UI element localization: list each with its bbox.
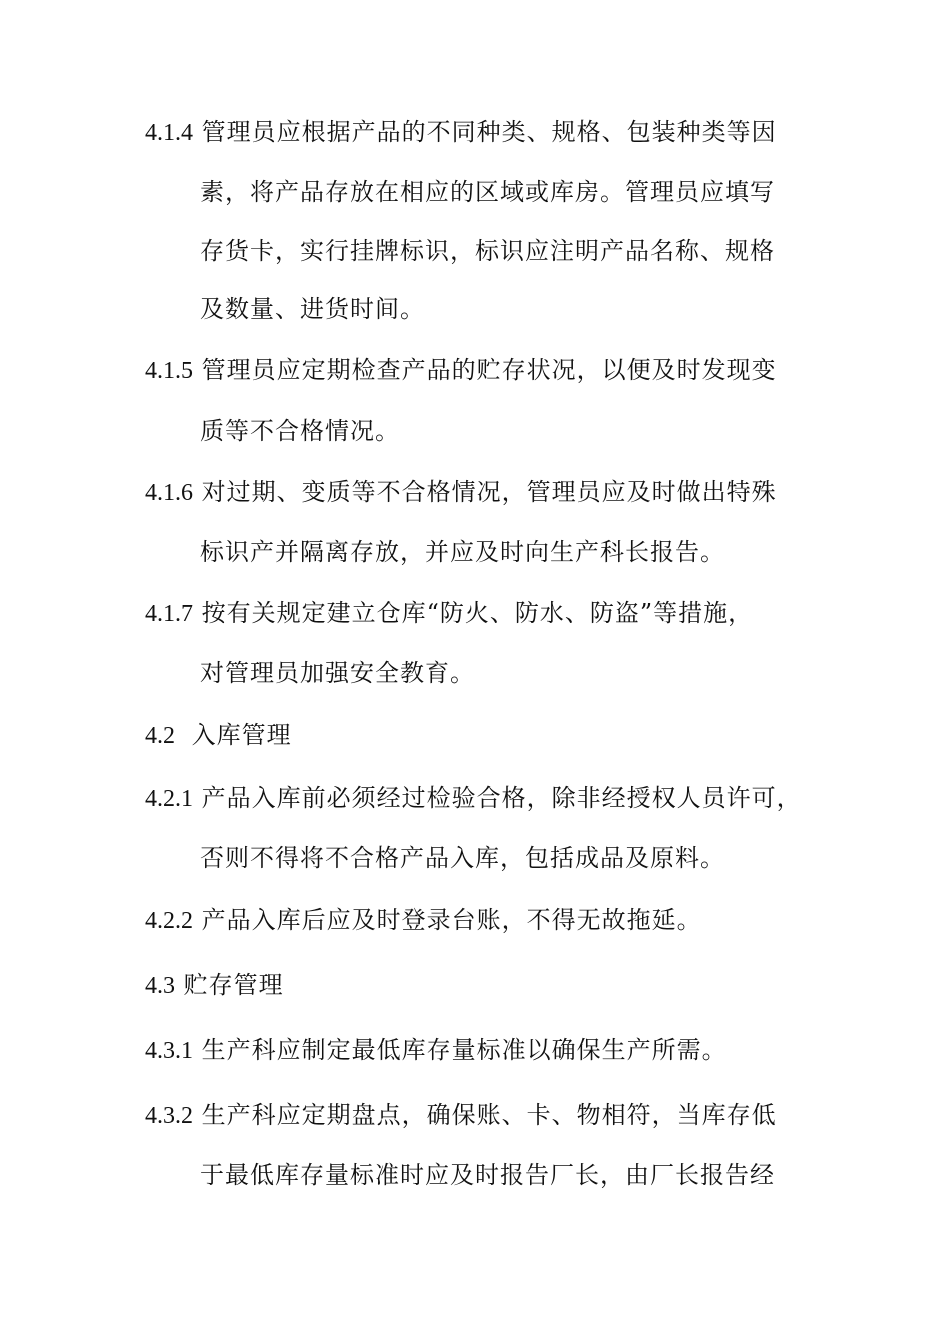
paragraph-4-1-6-line-1 bbox=[145, 477, 777, 508]
paragraph-text: 管理员应根据产品的不同种类、规格、包装种类等因 bbox=[201, 118, 777, 146]
section-number: 4.2.1 bbox=[145, 786, 193, 812]
paragraph-4-2-2-line-1 bbox=[145, 905, 702, 936]
section-number: 4.2.2 bbox=[145, 908, 193, 934]
section-number: 4.3.1 bbox=[145, 1038, 193, 1064]
paragraph-4-1-4-line-3: 存货卡，实行挂牌标识，标识应注明产品名称、规格 bbox=[200, 237, 775, 265]
section-number: 4.1.6 bbox=[145, 480, 193, 506]
section-number: 4.3 bbox=[145, 973, 175, 999]
paragraph-text: 对过期、变质等不合格情况，管理员应及时做出特殊 bbox=[201, 478, 777, 506]
paragraph-text: 生产科应定期盘点，确保账、卡、物相符，当库存低 bbox=[201, 1101, 777, 1129]
paragraph-4-1-4-line-1 bbox=[145, 117, 777, 148]
paragraph-text: 产品入库后应及时登录台账，不得无故拖延。 bbox=[201, 906, 702, 934]
paragraph-text: 产品入库前必须经过检验合格，除非经授权人员许可， bbox=[201, 784, 802, 812]
paragraph-4-3-1-line-1 bbox=[145, 1035, 727, 1066]
paragraph-text: 按有关规定建立仓库“防火、防水、防盗”等措施， bbox=[201, 599, 754, 627]
section-number: 4.1.5 bbox=[145, 358, 193, 384]
paragraph-text: 管理员应定期检查产品的贮存状况，以便及时发现变 bbox=[201, 356, 777, 384]
section-title: 贮存管理 bbox=[183, 971, 284, 999]
section-heading-4-2 bbox=[145, 720, 292, 751]
paragraph-4-1-4-line-4: 及数量、进货时间。 bbox=[200, 295, 425, 323]
section-number: 4.3.2 bbox=[145, 1103, 193, 1129]
paragraph-4-2-1-line-1 bbox=[145, 783, 802, 814]
paragraph-4-1-5-line-2: 质等不合格情况。 bbox=[200, 417, 400, 445]
paragraph-4-1-4-line-2: 素，将产品存放在相应的区域或库房。管理员应填写 bbox=[200, 178, 775, 206]
section-number: 4.2 bbox=[145, 723, 175, 749]
paragraph-4-1-7-line-2: 对管理员加强安全教育。 bbox=[200, 659, 475, 687]
paragraph-4-2-1-line-2: 否则不得将不合格产品入库，包括成品及原料。 bbox=[200, 844, 725, 872]
paragraph-4-3-2-line-2: 于最低库存量标准时应及时报告厂长，由厂长报告经 bbox=[200, 1161, 775, 1189]
paragraph-text: 生产科应制定最低库存量标准以确保生产所需。 bbox=[201, 1036, 727, 1064]
paragraph-4-3-2-line-1 bbox=[145, 1100, 777, 1131]
section-title: 入库管理 bbox=[191, 721, 292, 749]
paragraph-4-1-5-line-1 bbox=[145, 355, 777, 386]
paragraph-4-1-7-line-1 bbox=[145, 598, 753, 629]
section-heading-4-3 bbox=[145, 970, 284, 1001]
section-number: 4.1.4 bbox=[145, 120, 193, 146]
paragraph-4-1-6-line-2: 标识产并隔离存放，并应及时向生产科长报告。 bbox=[200, 538, 725, 566]
section-number: 4.1.7 bbox=[145, 601, 193, 627]
